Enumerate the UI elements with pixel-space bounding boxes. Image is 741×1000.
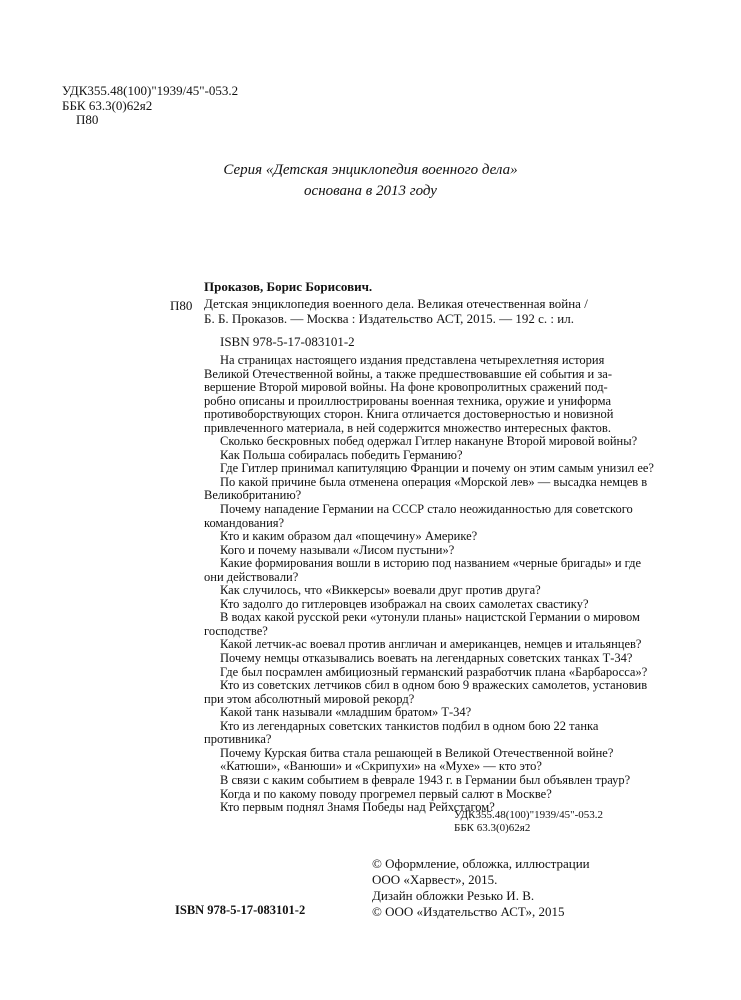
annotation-line: Где Гитлер принимал капитуляцию Франции и почему он этим самым унизил ее? (220, 461, 654, 476)
bbk-code: ББК 63.3(0)62я2 (62, 97, 153, 113)
annotation-line: привлеченного материала, в ней содержится множество интересных фактов. (204, 420, 611, 435)
description-line-1: Детская энциклопедия военного дела. Великая отечественная война / (204, 296, 588, 311)
annotation-line: Какой танк называли «младшим братом» Т-34? (220, 705, 472, 720)
annotation-line: господстве? (204, 623, 268, 638)
annotation-line: На страницах настоящего издания представлена четырехлетняя история (220, 353, 605, 367)
bottom-udk-code: УДК355.48(100)"1939/45"-053.2 (454, 809, 604, 821)
annotation-line: при этом абсолютный мировой рекорд? (204, 691, 415, 706)
annotation-line: Великой Отечественной войны, а также предшествовавшие ей события и за- (204, 366, 612, 381)
classification-block (62, 84, 238, 128)
annotation-line: Какие формирования вошли в историю под названием «черные бригады» и где (220, 556, 642, 571)
annotation-line: противника? (204, 732, 272, 747)
annotation-line: Какой летчик-ас воевал против англичан и американцев, немцев и итальянцев? (220, 637, 642, 652)
series-line-1: Серия «Детская энциклопедия военного дела» (223, 162, 518, 178)
author-sign-code: П80 (170, 298, 193, 313)
annotation-line: «Катюши», «Ванюши» и «Скрипухи» на «Мухе» — кто это? (220, 759, 542, 774)
bibliographic-description (204, 296, 588, 326)
annotation-line: Кто и каким образом дал «пощечину» Америке? (220, 529, 478, 544)
annotation-line: Кто из легендарных советских танкистов подбил в одном бою 22 танка (220, 718, 599, 733)
copyright-line-3: Дизайн обложки Резько И. В. (372, 888, 535, 903)
annotation-line: вершение Второй мировой войны. На фоне кровопролитных сражений под- (204, 380, 608, 395)
annotation-line: Где был посрамлен амбициозный германский разработчик плана «Барбаросса»? (220, 664, 648, 679)
udk-code: УДК355.48(100)"1939/45"-053.2 (62, 83, 239, 98)
annotation-line: Почему Курская битва стала решающей в Великой Отечественной войне? (220, 745, 614, 760)
annotation-line: Когда и по какому поводу прогремел первый салют в Москве? (220, 786, 552, 801)
description-line-2: Б. Б. Проказов. — Москва : Издательство АСТ, 2015. — 192 с. : ил. (204, 311, 574, 327)
bottom-classification (454, 809, 603, 835)
annotation-line: Кого и почему называли «Лисом пустыни»? (220, 542, 455, 557)
author-heading: Проказов, Борис Борисович. (204, 279, 373, 294)
bottom-isbn: ISBN 978-5-17-083101-2 (175, 903, 306, 917)
annotation-line: робно описаны и проиллюстрированы военная техника, оружие и униформа (204, 393, 611, 408)
annotation-line: Кто задолго до гитлеровцев изображал на своих самолетах свастику? (220, 596, 589, 611)
annotation-line: Великобританию? (204, 488, 302, 503)
annotation-line: Как Польша собиралась победить Германию? (220, 447, 463, 462)
series-note (0, 160, 741, 202)
annotation-line: Почему нападение Германии на СССР стало неожиданностью для советского (220, 502, 633, 517)
annotation-line: Сколько бескровных побед одержал Гитлер накануне Второй мировой войны? (220, 434, 638, 449)
author-sign: П80 (76, 112, 99, 127)
annotation-line: командования? (204, 515, 285, 530)
annotation-line: противоборствующих сторон. Книга отличается достоверностью и новизной (204, 407, 614, 422)
annotation-line: Кто из советских летчиков сбил в одном бою 9 вражеских самолетов, установив (220, 678, 648, 693)
annotation-line: По какой причине была отменена операция «Морской лев» — высадка немцев в (220, 474, 648, 489)
annotation-line: Кто первым поднял Знамя Победы над Рейхстагом? (220, 800, 495, 815)
isbn-line: ISBN 978-5-17-083101-2 (220, 334, 355, 349)
annotation-line: Почему немцы отказывались воевать на легендарных советских танках Т-34? (220, 651, 633, 666)
annotation-line: они действовали? (204, 569, 299, 584)
annotation-line: В связи с каким событием в феврале 1943 г. в Германии был объявлен траур? (220, 772, 631, 787)
copyright-block (372, 856, 590, 920)
copyright-line-4: © ООО «Издательство АСТ», 2015 (372, 904, 565, 919)
bottom-bbk-code: ББК 63.3(0)62я2 (454, 822, 531, 834)
copyright-line-2: ООО «Харвест», 2015. (372, 872, 498, 887)
copyright-line-1: © Оформление, обложка, иллюстрации (372, 856, 590, 871)
annotation-block (204, 353, 654, 815)
annotation-line: Как случилось, что «Виккерсы» воевали друг против друга? (220, 583, 541, 598)
annotation-line: В водах какой русской реки «утонули планы» нацистской Германии о мировом (220, 610, 640, 625)
series-line-2: основана в 2013 году (304, 183, 437, 199)
